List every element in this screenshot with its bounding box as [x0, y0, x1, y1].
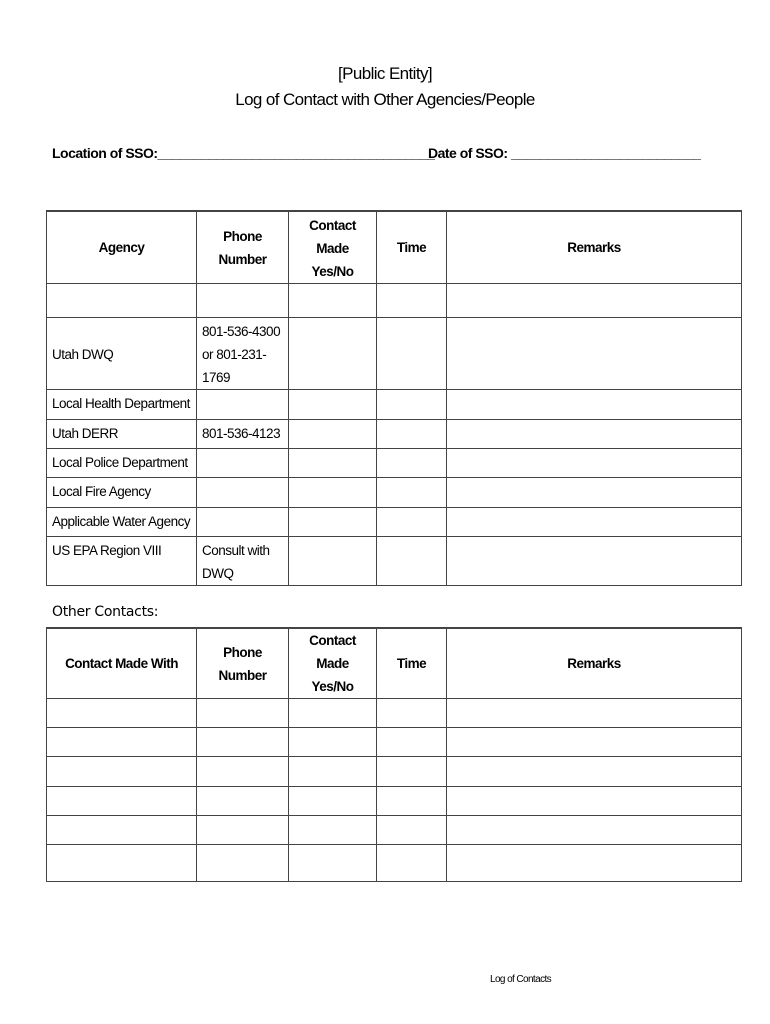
table-row [47, 318, 742, 390]
phone-line: 1769 [202, 370, 231, 385]
remarks-cell[interactable] [447, 537, 742, 586]
table-header-row [47, 628, 742, 699]
table-row [47, 816, 742, 845]
contact-made-cell[interactable] [289, 390, 377, 420]
table-row [47, 787, 742, 816]
remarks-cell[interactable] [447, 787, 742, 816]
remarks-cell[interactable] [447, 699, 742, 728]
time-cell[interactable] [377, 816, 447, 845]
phone-cell[interactable] [197, 728, 289, 757]
header-contact-line1: Contact Made [309, 633, 356, 671]
table-row [47, 449, 742, 478]
location-of-sso-field[interactable]: Location of SSO:______________________________________ [52, 145, 435, 161]
header-phone-line1: Phone [223, 228, 262, 244]
contact-with-cell[interactable] [47, 816, 197, 845]
phone-line: Consult with [202, 543, 270, 558]
phone-line: DWQ [202, 566, 234, 581]
phone-cell [197, 318, 289, 390]
table-row [47, 699, 742, 728]
phone-cell[interactable] [197, 284, 289, 318]
contact-made-cell[interactable] [289, 508, 377, 537]
time-cell[interactable] [377, 845, 447, 882]
phone-cell[interactable] [197, 449, 289, 478]
other-contacts-label: Other Contacts: [52, 604, 159, 620]
remarks-cell[interactable] [447, 728, 742, 757]
table-header-row [47, 211, 742, 284]
phone-cell: 801-536-4123 [197, 420, 289, 449]
table-row [47, 757, 742, 787]
agency-contact-table [46, 210, 742, 586]
header-phone-number [197, 211, 289, 284]
contact-made-cell[interactable] [289, 728, 377, 757]
table-row [47, 420, 742, 449]
contact-made-cell[interactable] [289, 449, 377, 478]
contact-with-cell[interactable] [47, 728, 197, 757]
contact-made-cell[interactable] [289, 787, 377, 816]
header-remarks: Remarks [447, 211, 742, 284]
time-cell[interactable] [377, 537, 447, 586]
header-phone-number [197, 628, 289, 699]
header-contact-made-with: Contact Made With [47, 628, 197, 699]
agency-cell: US EPA Region VIII [47, 537, 197, 586]
contact-made-cell[interactable] [289, 757, 377, 787]
table-row [47, 508, 742, 537]
phone-cell[interactable] [197, 390, 289, 420]
contact-with-cell[interactable] [47, 699, 197, 728]
contact-made-cell[interactable] [289, 478, 377, 508]
phone-cell[interactable] [197, 478, 289, 508]
header-contact-line2: Yes/No [311, 679, 354, 694]
remarks-cell[interactable] [447, 845, 742, 882]
phone-line: 801-536-4300 [202, 324, 281, 339]
contact-with-cell[interactable] [47, 757, 197, 787]
contact-made-cell[interactable] [289, 537, 377, 586]
remarks-cell[interactable] [447, 508, 742, 537]
contact-made-cell[interactable] [289, 699, 377, 728]
time-cell[interactable] [377, 449, 447, 478]
remarks-cell[interactable] [447, 390, 742, 420]
time-cell[interactable] [377, 390, 447, 420]
time-cell[interactable] [377, 508, 447, 537]
agency-cell: Utah DWQ [47, 318, 197, 390]
log-title: Log of Contact with Other Agencies/People [235, 90, 535, 109]
header-time: Time [377, 211, 447, 284]
remarks-cell[interactable] [447, 318, 742, 390]
header-phone-line2: Number [218, 667, 267, 683]
contact-made-cell[interactable] [289, 284, 377, 318]
agency-cell: Local Fire Agency [47, 478, 197, 508]
agency-cell: Local Health Department [47, 390, 197, 420]
header-phone-line2: Number [218, 251, 267, 267]
remarks-cell[interactable] [447, 478, 742, 508]
table-row [47, 537, 742, 586]
time-cell[interactable] [377, 787, 447, 816]
agency-cell[interactable] [47, 284, 197, 318]
time-cell[interactable] [377, 318, 447, 390]
contact-made-cell[interactable] [289, 420, 377, 449]
header-contact-made [289, 211, 377, 284]
date-of-sso-field[interactable]: Date of SSO: __________________________ [428, 145, 701, 161]
header-remarks: Remarks [447, 628, 742, 699]
phone-cell[interactable] [197, 787, 289, 816]
entity-title: [Public Entity] [338, 64, 432, 83]
contact-with-cell[interactable] [47, 845, 197, 882]
time-cell[interactable] [377, 728, 447, 757]
time-cell[interactable] [377, 699, 447, 728]
header-contact-line1: Contact Made [309, 218, 356, 256]
time-cell[interactable] [377, 478, 447, 508]
remarks-cell[interactable] [447, 757, 742, 787]
phone-cell[interactable] [197, 816, 289, 845]
remarks-cell[interactable] [447, 420, 742, 449]
table-row [47, 284, 742, 318]
phone-line: or 801-231- [202, 347, 267, 362]
phone-cell[interactable] [197, 845, 289, 882]
phone-cell[interactable] [197, 699, 289, 728]
agency-cell: Local Police Department [47, 449, 197, 478]
table-row [47, 728, 742, 757]
contact-made-cell[interactable] [289, 845, 377, 882]
remarks-cell[interactable] [447, 816, 742, 845]
header-agency: Agency [47, 211, 197, 284]
agency-cell: Applicable Water Agency [47, 508, 197, 537]
remarks-cell[interactable] [447, 284, 742, 318]
header-contact-made [289, 628, 377, 699]
table-row [47, 478, 742, 508]
table-row [47, 390, 742, 420]
time-cell[interactable] [377, 757, 447, 787]
remarks-cell[interactable] [447, 449, 742, 478]
phone-cell[interactable] [197, 508, 289, 537]
contact-made-cell[interactable] [289, 318, 377, 390]
agency-cell: Utah DERR [47, 420, 197, 449]
contact-with-cell[interactable] [47, 787, 197, 816]
time-cell[interactable] [377, 284, 447, 318]
phone-cell [197, 537, 289, 586]
time-cell[interactable] [377, 420, 447, 449]
page-footer: Log of Contacts [490, 974, 552, 985]
header-time: Time [377, 628, 447, 699]
other-contacts-table [46, 627, 742, 882]
header-phone-line1: Phone [223, 644, 262, 660]
header-contact-line2: Yes/No [311, 264, 354, 279]
table-row [47, 845, 742, 882]
contact-made-cell[interactable] [289, 816, 377, 845]
phone-cell[interactable] [197, 757, 289, 787]
